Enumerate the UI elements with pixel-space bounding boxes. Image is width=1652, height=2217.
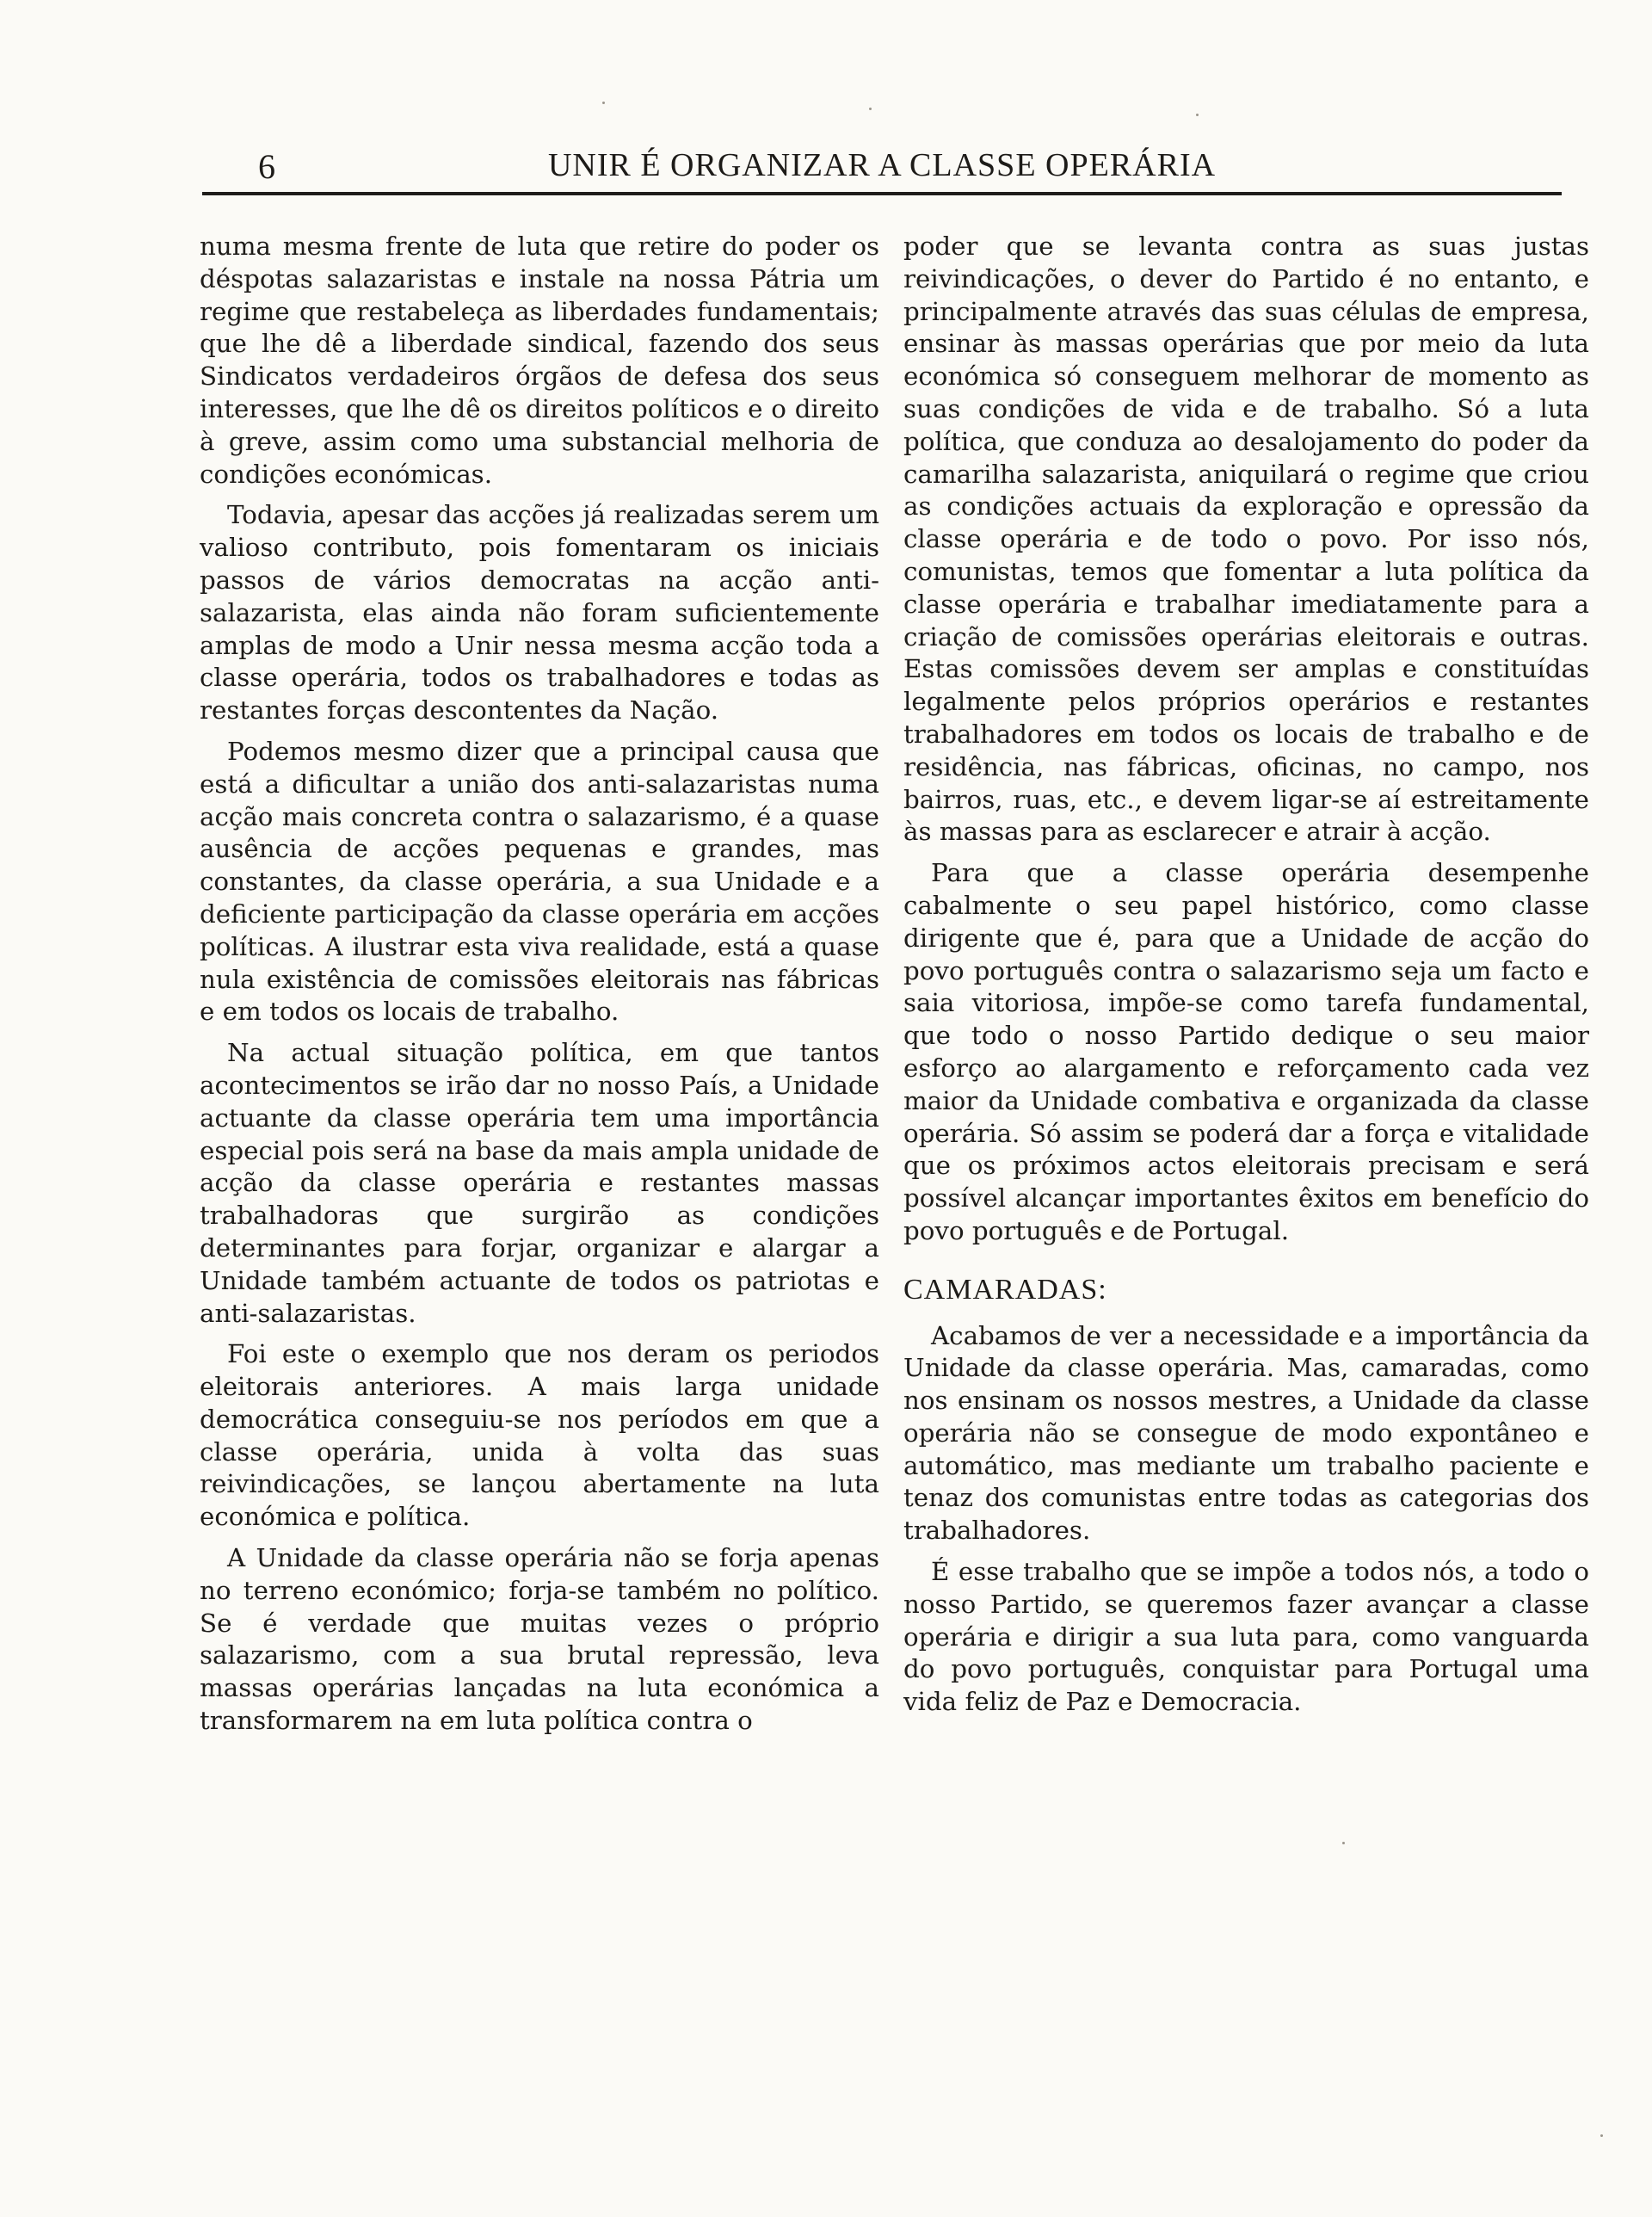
right-column xyxy=(903,231,1589,1727)
left-column xyxy=(200,231,879,1746)
paragraph: numa mesma frente de luta que retire do poder os déspotas salazaristas e instale na nossa Pátria um regime que restabeleça as liberdades fundamentais; que lhe dê a liberdade sindical, fazendo dos seus Sindicatos verdadeiros órgãos de defesa dos seus interesses, que lhe dê os direitos políticos e o direito à greve, assim como uma substancial melhoria de condições económicas. xyxy=(200,232,879,489)
scan-speck xyxy=(1196,114,1199,116)
scan-speck xyxy=(869,108,872,110)
paragraph: Foi este o exemplo que nos deram os periodos eleitorais anteriores. A mais larga unidade democrática conseguiu-se nos períodos em que a classe operária, unida à volta das suas reivindicações, se lançou abertamente na luta económica e política. xyxy=(200,1339,879,1532)
page-number: 6 xyxy=(258,147,275,186)
paragraph: Todavia, apesar das acções já realizadas serem um valioso contributo, pois fomentaram os iniciais passos de vários democratas na acção anti-salazarista, elas ainda não foram suficientemente amplas de modo a Unir nessa mesma acção toda a classe operária, todos os trabalhadores e todas as restantes forças descontentes da Nação. xyxy=(200,500,879,726)
section-heading: CAMARADAS: xyxy=(903,1273,1107,1306)
scan-speck xyxy=(1600,2134,1603,2137)
paragraph: É esse trabalho que se impõe a todos nós, a todo o nosso Partido, se queremos fazer avançar a classe operária e dirigir a sua luta para, como vanguarda do povo português, conquistar para Portugal uma vida feliz de Paz e Democracia. xyxy=(903,1557,1589,1717)
paragraph: Para que a classe operária desempenhe cabalmente o seu papel histórico, como classe dirigente que é, para que a Unidade de acção do povo português contra o salazarismo seja um facto e saia vitoriosa, impõe-se como tarefa fundamental, que todo o nosso Partido dedique o seu maior esforço ao alargamento e reforçamento cada vez maior da Unidade combativa e organizada da classe operária. Só assim se poderá dar a força e vitalidade que os próximos actos eleitorais precisam e será possível alcançar importantes êxitos em benefício do povo português e de Portugal. xyxy=(903,858,1589,1245)
header-rule xyxy=(202,192,1562,195)
scan-speck xyxy=(1342,1842,1345,1844)
paragraph: A Unidade da classe operária não se forja apenas no terreno económico; forja-se também no político. Se é verdade que muitas vezes o próprio salazarismo, com a sua brutal repressão, leva massas operárias lançadas na luta económica a transformarem na em luta política contra o xyxy=(200,1543,879,1736)
page-header xyxy=(202,138,1562,189)
scan-speck xyxy=(602,102,605,104)
running-title: UNIR É ORGANIZAR A CLASSE OPERÁRIA xyxy=(547,147,1217,183)
paragraph: Acabamos de ver a necessidade e a importância da Unidade da classe operária. Mas, camaradas, como nos ensinam os nossos mestres, a Unidade da classe operária não se consegue de modo expontâneo e automático, mas mediante um trabalho paciente e tenaz dos comunistas entre todas as categorias dos trabalhadores. xyxy=(903,1320,1589,1546)
paragraph: Na actual situação política, em que tantos acontecimentos se irão dar no nosso País, a Unidade actuante da classe operária tem uma importância especial pois será na base da mais ampla unidade de acção da classe operária e restantes massas trabalhadoras que surgirão as condições determinantes para forjar, organizar e alargar a Unidade também actuante de todos os patriotas e anti-salazaristas. xyxy=(200,1038,879,1328)
paragraph: poder que se levanta contra as suas justas reivindicações, o dever do Partido é no entanto, e principalmente através das suas células de empresa, ensinar às massas operárias que por meio da luta económica só conseguem melhorar de momento as suas condições de vida e de trabalho. Só a luta política, que conduza ao desalojamento do poder da camarilha salazarista, aniquilará o regime que criou as condições actuais da exploração e opressão da classe operária e de todo o povo. Por isso nós, comunistas, temos que fomentar a luta política da classe operária e trabalhar imediatamente para a criação de comissões operárias eleitorais e outras. Estas comissões devem ser amplas e constituídas legalmente pelos próprios operários e restantes trabalhadores em todos os locais de trabalho e de residência, nas fábricas, oficinas, no campo, nos bairros, ruas, etc., e devem ligar-se aí estreitamente às massas para as esclarecer e atrair à acção. xyxy=(903,232,1589,847)
paragraph: Podemos mesmo dizer que a principal causa que está a dificultar a união dos anti-salazaristas numa acção mais concreta contra o salazarismo, é a quase ausência de acções pequenas e grandes, mas constantes, da classe operária, a sua Unidade e a deficiente participação da classe operária em acções políticas. A ilustrar esta viva realidade, está a quase nula existência de comissões eleitorais nas fábricas e em todos os locais de trabalho. xyxy=(200,736,879,1027)
